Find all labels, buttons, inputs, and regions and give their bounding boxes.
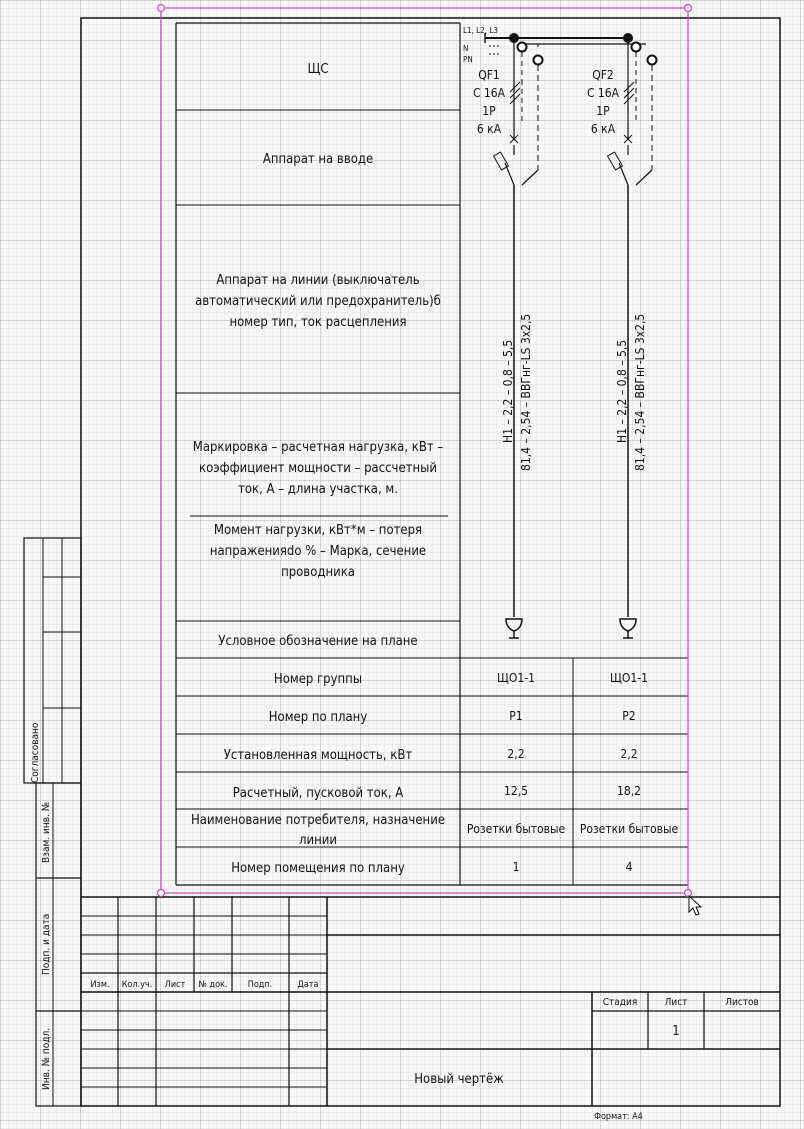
row-label-nomer-gruppy: Номер группы [273, 672, 363, 687]
breaker-2-poles: 1P [596, 104, 610, 118]
sheet-number: 1 [672, 1024, 680, 1039]
breaker-2-capacity: 6 кА [590, 122, 616, 136]
schedule-table[interactable] [176, 23, 688, 885]
breaker-1-capacity: 6 кА [476, 122, 502, 136]
row-label-naimenovanie-1: Наименование потребителя, назначение [190, 813, 446, 828]
breaker-2-rating: C 16A [586, 86, 620, 100]
selection-handle-top-right[interactable] [685, 5, 692, 12]
row-label-shc: ЩС [307, 62, 329, 77]
row-label-apparat-linii-2: автоматический или предохранитель)б [195, 294, 441, 309]
breaker-qf1[interactable] [473, 38, 538, 638]
bus-label-phases: L1, L2, L3 [463, 26, 498, 35]
stamp-data: Дата [297, 980, 319, 990]
breaker-1-poles: 1P [482, 104, 496, 118]
row-label-markirovka-2: коэффициент мощности – рассчетный [199, 461, 437, 476]
cell-plan-no-1: Р1 [509, 709, 523, 723]
neutral-terminal-2 [632, 43, 641, 52]
sheet-frame [81, 18, 780, 1106]
side-label-vzam-inv: Взам. инв. № [41, 801, 52, 863]
cell-room-1: 1 [512, 860, 520, 874]
side-stamp [24, 538, 81, 1106]
cell-room-2: 4 [625, 860, 633, 874]
row-label-moment-3: проводника [281, 565, 355, 580]
breaker-2-name: QF2 [592, 68, 614, 82]
stamp-list2: Лист [664, 997, 688, 1008]
selection-handle-bottom-left[interactable] [158, 890, 165, 897]
bus-label-pn: PN [463, 55, 473, 64]
row-label-ust-moshnost: Установленная мощность, кВт [223, 748, 413, 763]
row-label-naimenovanie-2: линии [299, 833, 337, 848]
stamp-izm: Изм. [90, 980, 110, 990]
side-label-podp-data: Подп. и дата [41, 913, 52, 975]
line-1-cable: 81,4 – 2,54 – ВВГнг-LS 3х2,5 [519, 313, 533, 471]
cell-power-2: 2,2 [620, 747, 638, 761]
stamp-list: Лист [164, 980, 186, 990]
pe-terminal-1 [534, 56, 543, 65]
socket-symbol-2 [620, 619, 636, 631]
format-label: Формат: А4 [594, 1112, 643, 1122]
mouse-cursor-icon [689, 896, 701, 915]
selection-handle-top-left[interactable] [158, 5, 165, 12]
row-label-apparat-vvod: Аппарат на вводе [262, 152, 374, 167]
cell-power-1: 2,2 [507, 747, 525, 761]
stamp-listov: Листов [725, 997, 759, 1008]
stamp-stadiya: Стадия [602, 997, 638, 1008]
cell-consumer-2: Розетки бытовые [579, 822, 679, 836]
bus-label-n: N [463, 44, 469, 53]
row-label-markirovka-3: ток, А – длина участка, м. [238, 482, 398, 497]
cell-plan-no-2: Р2 [622, 709, 636, 723]
line-2-marking: H1 – 2,2 – 0,8 – 5,5 [615, 339, 629, 443]
breaker-qf2[interactable] [587, 38, 652, 638]
cell-consumer-1: Розетки бытовые [466, 822, 566, 836]
cell-group-2: ЩО1-1 [610, 671, 648, 685]
row-label-moment-1: Момент нагрузки, кВт*м – потеря [213, 523, 423, 538]
socket-symbol-1 [506, 619, 522, 631]
selection-handle-bottom-right[interactable] [685, 890, 692, 897]
pe-terminal-2 [648, 56, 657, 65]
row-label-moment-2: напраженияdo % – Марка, сечение [209, 544, 427, 559]
stamp-podp: Подп. [247, 980, 273, 990]
row-label-uslovnoe: Условное обозначение на плане [218, 634, 418, 649]
cell-current-1: 12,5 [503, 784, 529, 798]
drawing-name[interactable]: Новый чертёж [414, 1072, 504, 1087]
row-label-rasch-tok: Расчетный, пусковой ток, А [232, 786, 404, 801]
row-label-apparat-linii-1: Аппарат на линии (выключатель [216, 273, 420, 288]
line-1-marking: H1 – 2,2 – 0,8 – 5,5 [501, 339, 515, 443]
side-label-soglasovano: Согласовано [30, 722, 41, 783]
single-line-diagram[interactable] [463, 26, 657, 638]
line-2-cable: 81,4 – 2,54 – ВВГнг-LS 3х2,5 [633, 313, 647, 471]
stamp-n-dok: № док. [198, 980, 228, 990]
neutral-terminal-1 [518, 43, 527, 52]
row-label-markirovka-1: Маркировка – расчетная нагрузка, кВт – [192, 440, 444, 455]
cell-current-2: 18,2 [616, 784, 642, 798]
breaker-1-rating: C 16A [472, 86, 506, 100]
row-label-nomer-po-planu: Номер по плану [268, 710, 368, 725]
row-label-apparat-linii-3: номер тип, ток расцепления [229, 315, 407, 330]
row-label-nomer-pomeshcheniya: Номер помещения по плану [231, 861, 405, 876]
cell-group-1: ЩО1-1 [497, 671, 535, 685]
side-label-inv-podl: Инв. № подл. [41, 1027, 52, 1090]
breaker-1-name: QF1 [478, 68, 500, 82]
title-block [81, 897, 780, 1106]
stamp-kol-uch: Кол.уч. [121, 980, 153, 990]
